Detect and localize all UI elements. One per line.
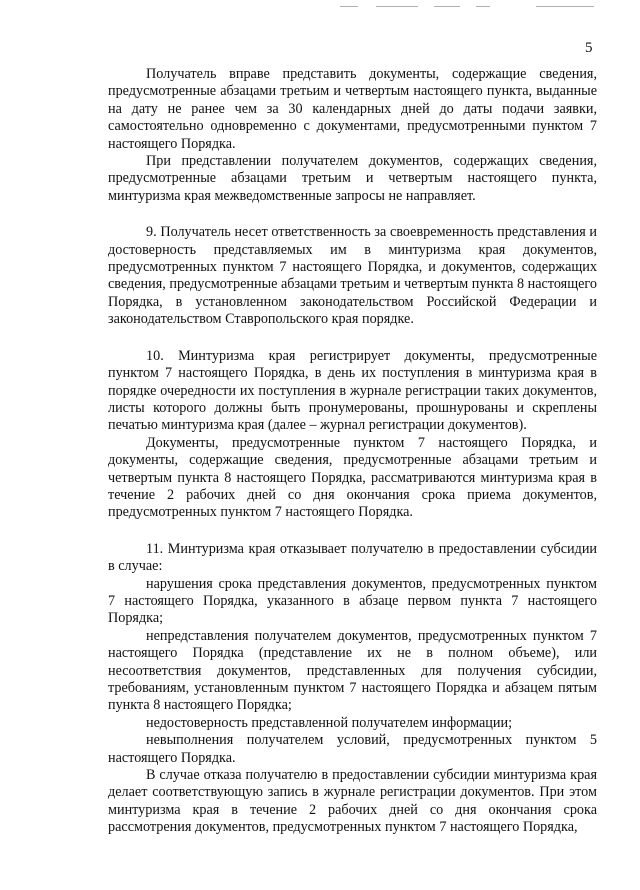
document-body (108, 66, 597, 837)
list-item: недостоверность представленной получателем информации; (146, 714, 513, 731)
paragraph: Получатель вправе представить документы, содержащие сведения, предусмотренные абзацами третьим и четвертым настоящего пункта, выданные на дату не ранее чем за 30 календарных дней до даты подачи заявки, самостоятельно одновременно с документами, предусмотренными пунктом 7 настоящего Порядка. (108, 66, 597, 152)
paragraph-clause-10: 10. Минтуризма края регистрирует документы, предусмотренные пунктом 7 настоящего Порядка, в день их поступления в минтуризма края в порядке очередности их поступления в журнале регистрации таких документов, листы которого должны быть пронумерованы, прошнурованы и скреплены печатью минтуризма края (далее – журнал регистрации документов). (108, 347, 597, 434)
list-item: невыполнения получателем условий, предусмотренных пунктом 5 настоящего Порядка. (108, 732, 597, 766)
list-item: непредставления получателем документов, предусмотренных пунктом 7 настоящего Порядка (представление их не в полном объеме), или несоответствия документов, представленных для получения субсидии, требованиям, установленным пунктом 7 настоящего Порядка и абзацем пятым пункта 8 настоящего Порядка; (108, 627, 597, 714)
page-number: 5 (585, 40, 593, 56)
paragraph: Документы, предусмотренные пунктом 7 настоящего Порядка, и документы, содержащие сведения, предусмотренные абзацами третьим и четвертым пункта 8 настоящего Порядка, рассматриваются минтуризма края в течение 2 рабочих дней со дня окончания срока приема документов, предусмотренных пунктом 7 настоящего Порядка. (108, 434, 597, 521)
paragraph: В случае отказа получателю в предоставлении субсидии минтуризма края делает соответствующую запись в журнале регистрации документов. При этом минтуризма края в течение 2 рабочих дней со дня окончания срока рассмотрения документов, предусмотренных пунктом 7 настоящего Порядка, (108, 767, 597, 836)
paragraph-clause-9: 9. Получатель несет ответственность за своевременность представления и достоверность представляемых им в минтуризма края документов, предусмотренных пунктом 7 настоящего Порядка, и документов, содержащих сведения, предусмотренные абзацами третьим и четвертым пункта 8 настоящего Порядка, в установленном законодательством Российской Федерации и законодательством Ставропольского края порядке. (108, 224, 597, 328)
list-item: нарушения срока представления документов, предусмотренных пунктом 7 настоящего Порядка, указанного в абзаце первом пункта 7 настоящего Порядка; (108, 575, 597, 627)
paragraph: При представлении получателем документов, содержащих сведения, предусмотренные абзацами третьим и четвертым настоящего пункта, минтуризма края межведомственные запросы не направляет. (108, 153, 597, 204)
scan-artifact-marks (340, 4, 600, 10)
paragraph-clause-11: 11. Минтуризма края отказывает получателю в предоставлении субсидии в случае: (108, 540, 597, 575)
